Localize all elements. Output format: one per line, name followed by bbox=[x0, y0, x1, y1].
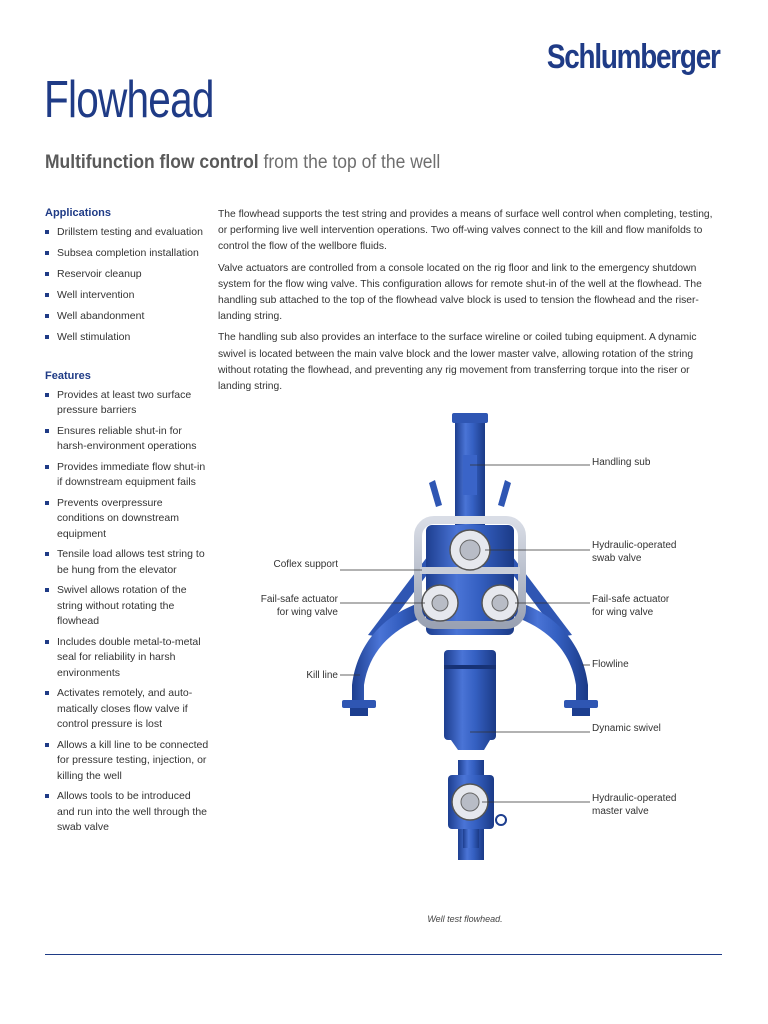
label-line: swab valve bbox=[592, 553, 642, 564]
label-line: for wing valve bbox=[592, 607, 654, 618]
features-heading: Features bbox=[45, 369, 91, 382]
list-item: Drillstem testing and evaluation bbox=[45, 225, 210, 241]
label-coflex-support: Coflex support bbox=[273, 559, 338, 570]
applications-heading: Applications bbox=[45, 207, 112, 219]
label-master-valve bbox=[592, 792, 677, 818]
figure-caption: Well test flowhead. bbox=[427, 914, 503, 924]
page-subtitle bbox=[45, 152, 440, 174]
list-item: Provides immediate flow shut-in if downstream equipment fails bbox=[45, 460, 210, 491]
list-item: Reservoir cleanup bbox=[45, 267, 210, 283]
flowhead-figure bbox=[230, 405, 730, 905]
list-item: Well stimulation bbox=[45, 330, 210, 346]
page-title: Flowhead bbox=[44, 71, 214, 129]
body-paragraph: The flowhead supports the test string and provides a means of surface well control when completing, testing, or performing live well intervention operations. Two off-wing valves connect to the kill and flow manifolds to control the flow of the wellbore fluids. bbox=[218, 209, 713, 253]
label-flowline: Flowline bbox=[592, 659, 629, 670]
label-line: Fail-safe actuator bbox=[260, 594, 338, 605]
label-failsafe-left bbox=[230, 593, 338, 619]
label-dynamic-swivel: Dynamic swivel bbox=[592, 723, 661, 734]
list-item: Provides at least two surface pressure barriers bbox=[45, 388, 210, 419]
label-line: master valve bbox=[592, 806, 649, 817]
label-line: Fail-safe actuator bbox=[592, 594, 670, 605]
list-item: Allows a kill line to be connected for pressure testing, injection, or killing the well bbox=[45, 738, 210, 785]
label-kill-line: Kill line bbox=[306, 670, 338, 681]
applications-list bbox=[45, 225, 210, 346]
list-item: Allows tools to be introduced and run into the well through the swab valve bbox=[45, 789, 210, 836]
subtitle-bold: Multifunction flow control bbox=[45, 152, 259, 173]
list-item: Swivel allows rotation of the string without rotating the flowhead bbox=[45, 583, 210, 630]
features-section bbox=[45, 370, 210, 836]
applications-section bbox=[45, 207, 210, 346]
dynamic-swivel bbox=[444, 650, 496, 740]
list-item: Subsea completion installation bbox=[45, 246, 210, 262]
label-line: Hydraulic-operated bbox=[592, 540, 677, 551]
body-paragraph: Valve actuators are controlled from a console located on the rig floor and link to the emergency shutdown system for the flow wing valve. This configuration allows for remote shut-in of the well at the flowhead. The handling sub attached to the top of the flowhead valve block is used to tension the flowhead and the riser-landing string. bbox=[218, 262, 702, 323]
label-handling-sub: Handling sub bbox=[592, 457, 651, 468]
subtitle-rest: from the top of the well bbox=[258, 152, 441, 173]
list-item: Prevents overpressure conditions on downstream equipment bbox=[45, 496, 210, 543]
list-item: Ensures reliable shut-in for harsh-environment operations bbox=[45, 424, 210, 455]
list-item: Well intervention bbox=[45, 288, 210, 304]
schlumberger-logo: Schlumberger bbox=[547, 38, 720, 76]
label-line: Hydraulic-operated bbox=[592, 793, 677, 804]
list-item: Activates remotely, and auto-matically closes flow valve if control pressure is lost bbox=[45, 686, 210, 733]
list-item: Well abandonment bbox=[45, 309, 210, 325]
footer-divider bbox=[45, 954, 722, 955]
list-item: Includes double metal-to-metal seal for reliability in harsh environments bbox=[45, 635, 210, 682]
label-swab-valve bbox=[592, 539, 677, 565]
body-text bbox=[218, 207, 723, 400]
features-list bbox=[45, 388, 210, 836]
label-failsafe-right bbox=[592, 593, 669, 619]
flowhead-illustration bbox=[230, 405, 730, 905]
sidebar bbox=[45, 207, 210, 860]
body-paragraph: The handling sub also provides an interface to the surface wireline or coiled tubing equipment. A dynamic swivel is located between the main valve block and the lower master valve, allowing rotation of the string without rotating the flowhead, and preventing any rig movement from transferring torque into the riser or landing string. bbox=[218, 332, 697, 393]
list-item: Tensile load allows test string to be hung from the elevator bbox=[45, 547, 210, 578]
label-line: for wing valve bbox=[276, 607, 338, 618]
